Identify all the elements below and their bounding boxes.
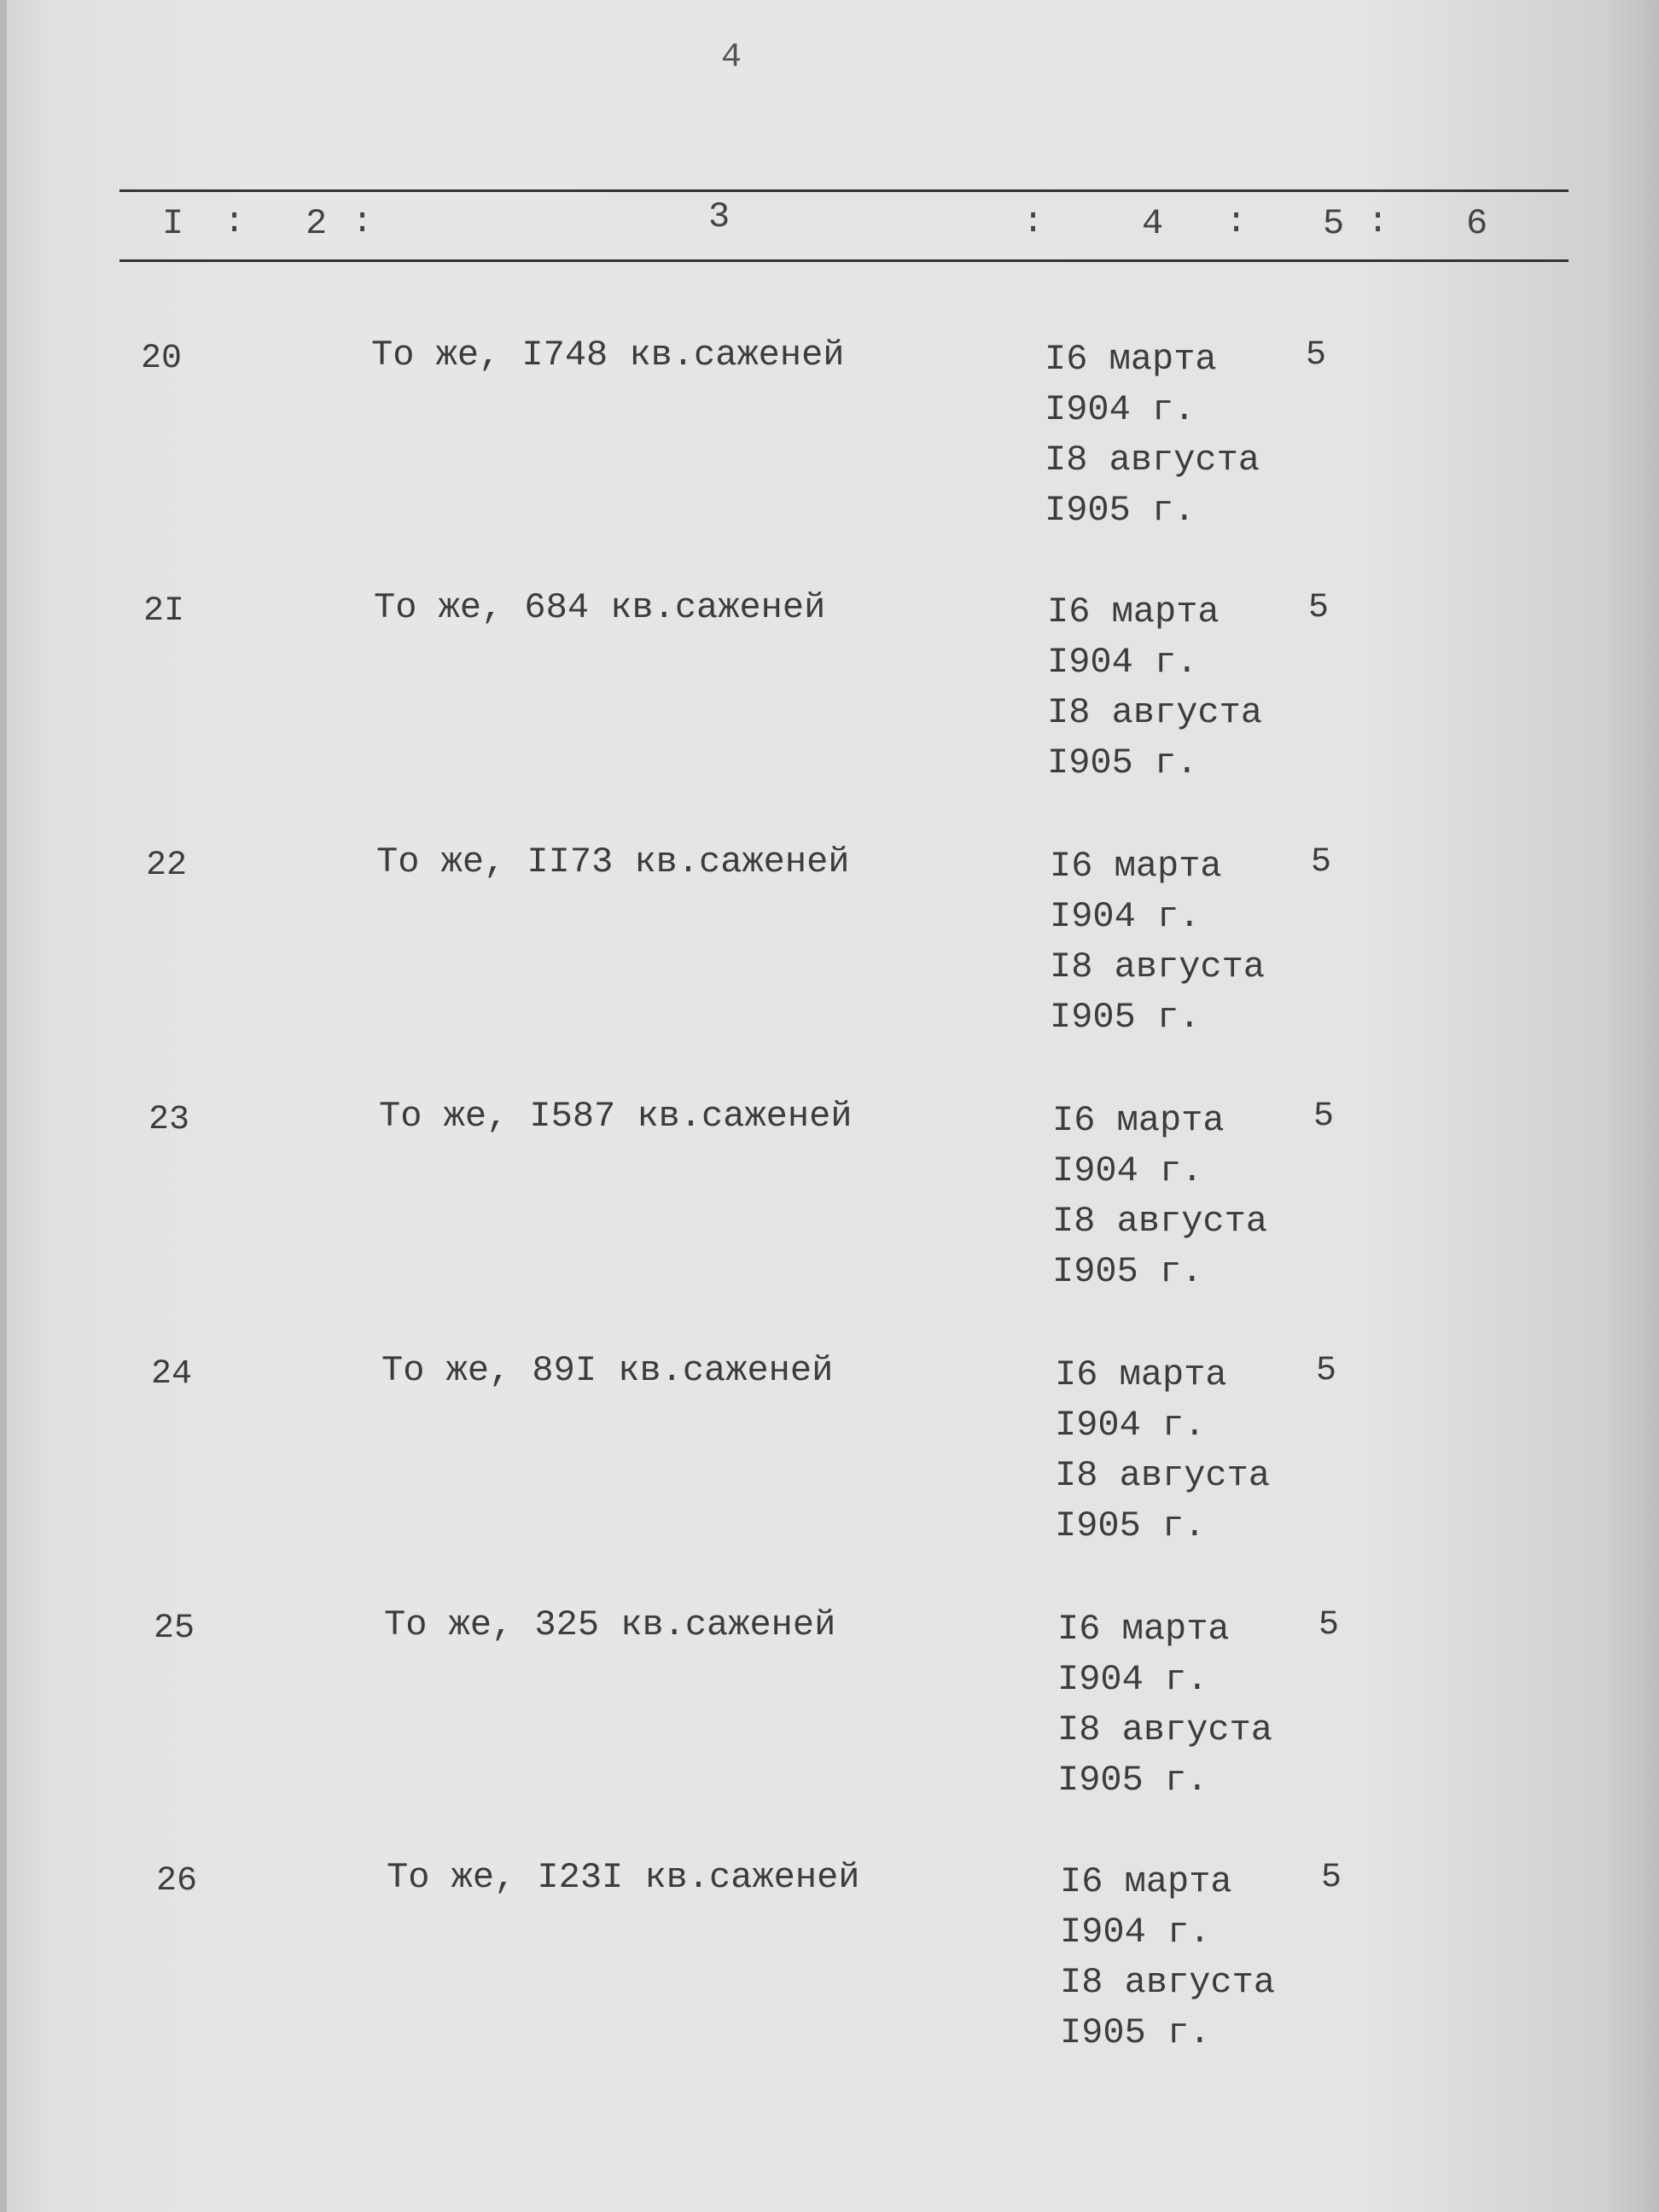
header-col-1: I xyxy=(162,203,184,244)
row-dates xyxy=(1060,1857,1275,2058)
row-col5: 5 xyxy=(1321,1859,1342,1897)
date-end: I8 августа xyxy=(1055,1455,1271,1496)
table-row xyxy=(15,1857,1659,2075)
row-col5: 5 xyxy=(1306,336,1327,375)
header-col-3: 3 xyxy=(708,196,731,237)
date-start: I6 марта xyxy=(1050,846,1222,887)
row-description: То же, II73 кв.саженей xyxy=(376,841,850,882)
row-description: То же, I748 кв.саженей xyxy=(371,335,845,375)
header-rule-bottom xyxy=(119,259,1569,262)
header-col-5: 5 xyxy=(1323,203,1345,244)
date-end: I8 августа xyxy=(1050,946,1266,987)
table-row xyxy=(13,1604,1659,1823)
year-end: I905 г. xyxy=(1052,1251,1203,1292)
row-number: 23 xyxy=(148,1101,190,1139)
date-start: I6 марта xyxy=(1055,1354,1227,1395)
row-col5: 5 xyxy=(1308,589,1330,627)
date-start: I6 марта xyxy=(1057,1609,1230,1650)
row-description: То же, I587 кв.саженей xyxy=(379,1096,853,1137)
table-row xyxy=(3,587,1659,806)
date-start: I6 марта xyxy=(1045,339,1217,380)
table-row xyxy=(5,841,1659,1060)
year-end: I905 г. xyxy=(1055,1505,1206,1546)
page-edge xyxy=(0,0,7,2212)
row-number: 24 xyxy=(151,1355,193,1394)
header-col-4: 4 xyxy=(1142,203,1164,244)
date-end: I8 августа xyxy=(1047,692,1263,733)
year-start: I904 г. xyxy=(1045,389,1196,430)
header-separator: : xyxy=(352,201,374,242)
year-start: I904 г. xyxy=(1055,1405,1206,1446)
row-dates xyxy=(1050,841,1265,1043)
row-dates xyxy=(1052,1096,1267,1297)
header-separator: : xyxy=(1225,201,1248,242)
year-end: I905 г. xyxy=(1060,2012,1211,2053)
row-dates xyxy=(1055,1350,1270,1551)
row-col5: 5 xyxy=(1316,1352,1337,1390)
header-col-2: 2 xyxy=(306,203,328,244)
year-end: I905 г. xyxy=(1050,997,1201,1038)
year-start: I904 г. xyxy=(1057,1659,1208,1700)
row-description: То же, I23I кв.саженей xyxy=(387,1857,860,1898)
row-number: 2I xyxy=(143,592,185,631)
date-end: I8 августа xyxy=(1045,439,1260,480)
header-separator: : xyxy=(1022,201,1045,242)
year-end: I905 г. xyxy=(1057,1760,1208,1801)
date-end: I8 августа xyxy=(1052,1201,1268,1242)
date-end: I8 августа xyxy=(1060,1962,1276,2003)
row-description: То же, 684 кв.саженей xyxy=(374,587,826,628)
row-number: 25 xyxy=(154,1610,195,1648)
row-description: То же, 89I кв.саженей xyxy=(381,1350,834,1391)
row-col5: 5 xyxy=(1318,1606,1340,1644)
page-number: 4 xyxy=(721,38,742,77)
row-number: 20 xyxy=(141,340,183,378)
row-description: То же, 325 кв.саженей xyxy=(384,1604,836,1645)
row-col5: 5 xyxy=(1313,1097,1335,1136)
table-row xyxy=(10,1350,1659,1569)
header-rule-top xyxy=(119,189,1569,192)
date-start: I6 марта xyxy=(1052,1100,1225,1141)
year-end: I905 г. xyxy=(1045,490,1196,531)
row-dates xyxy=(1045,335,1260,536)
header-separator: : xyxy=(1367,201,1389,242)
year-end: I905 г. xyxy=(1047,742,1198,783)
row-number: 22 xyxy=(146,847,188,885)
year-start: I904 г. xyxy=(1050,896,1201,937)
table-row xyxy=(0,335,1659,553)
year-start: I904 г. xyxy=(1052,1150,1203,1191)
row-number: 26 xyxy=(156,1862,198,1901)
date-start: I6 марта xyxy=(1060,1861,1232,1902)
row-dates xyxy=(1047,587,1262,789)
row-col5: 5 xyxy=(1311,843,1332,882)
year-start: I904 г. xyxy=(1047,642,1198,683)
date-end: I8 августа xyxy=(1057,1709,1273,1750)
header-separator: : xyxy=(224,201,246,242)
header-col-6: 6 xyxy=(1466,203,1488,244)
year-start: I904 г. xyxy=(1060,1912,1211,1953)
date-start: I6 марта xyxy=(1047,591,1220,632)
row-dates xyxy=(1057,1604,1272,1806)
table-row xyxy=(8,1096,1659,1314)
